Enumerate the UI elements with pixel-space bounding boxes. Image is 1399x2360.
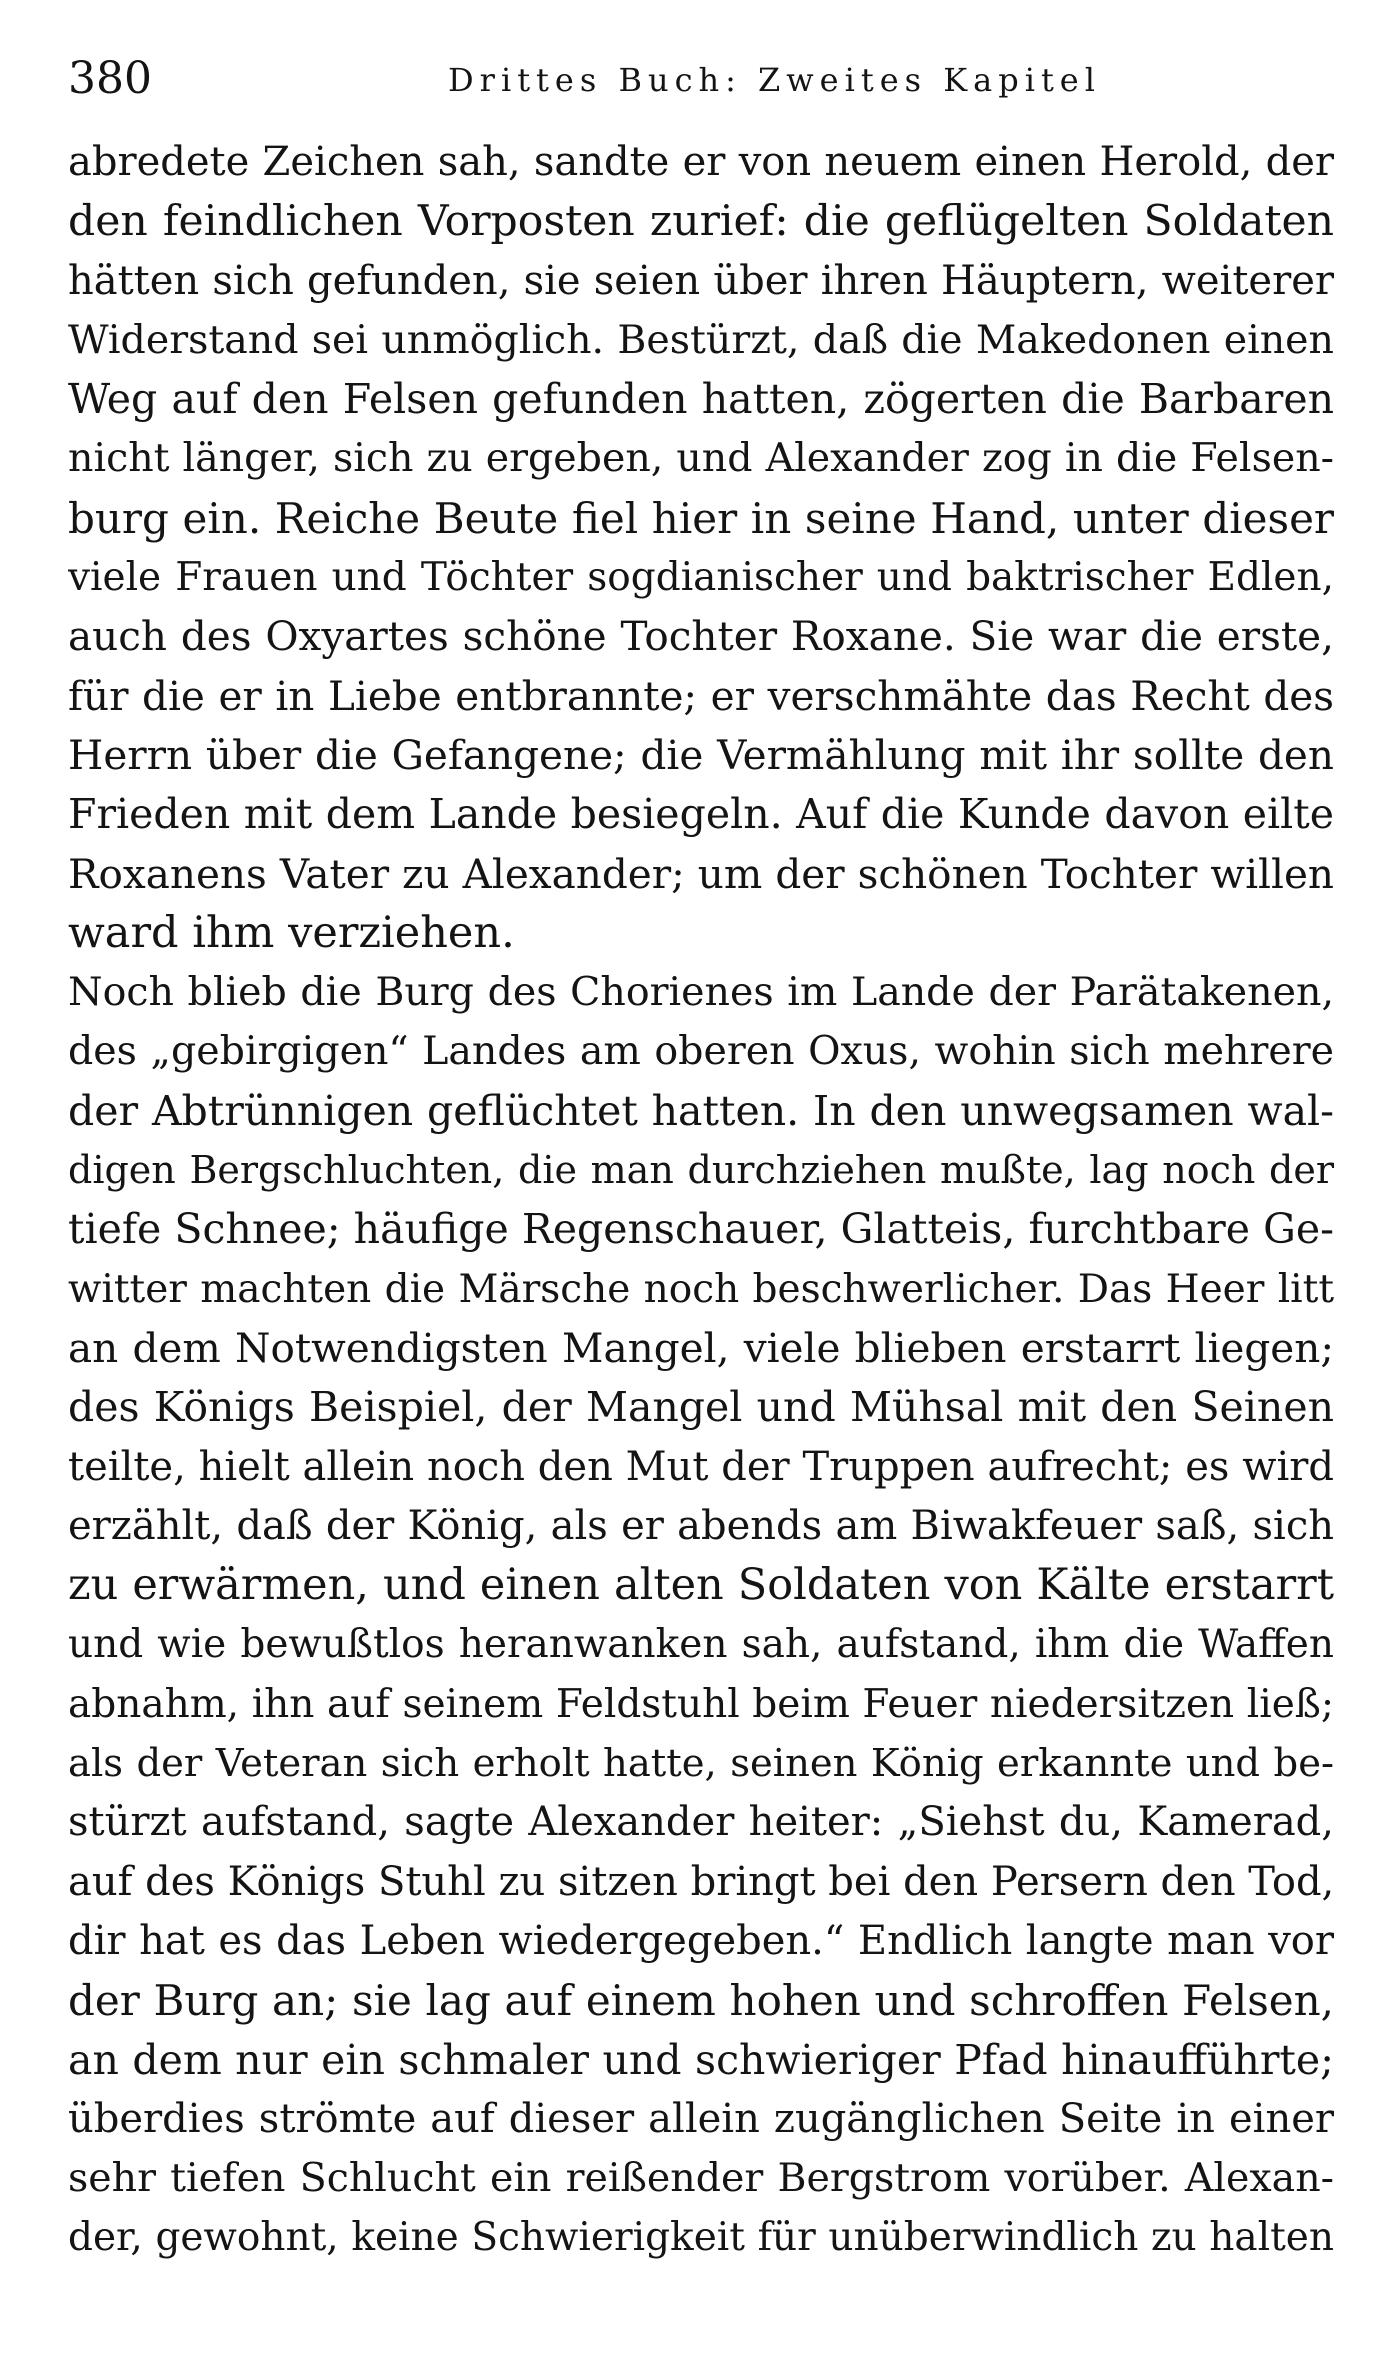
text-line: stürzt aufstand, sagte Alexander heiter: „Siehst du, Kamerad, [68,1799,1334,1846]
page-header [68,44,1333,114]
text-line: abredete Zeichen sah, sandte er von neuem einen Herold, der [68,139,1334,185]
text-line: viele Frauen und Töchter sogdianischer und baktrischer Edlen, [68,555,1334,601]
text-line: und wie bewußtlos heranwanken sah, aufstand, ihm die Waffen [68,1622,1334,1668]
text-line: erzählt, daß der König, als er abends am Biwakfeuer saß, sich [68,1502,1334,1549]
text-line: Noch blieb die Burg des Chorienes im Lande der Parätakenen, [68,969,1334,1016]
text-line: Weg auf den Felsen gefunden hatten, zögerten die Barbaren [68,375,1334,424]
text-line: digen Bergschluchten, die man durchziehen mußte, lag noch der [68,1148,1334,1193]
running-head: Drittes Buch: Zweites Kapitel [448,61,1101,99]
text-line: zu erwärmen, und einen alten Soldaten von Kälte erstarrt [68,1560,1334,1611]
text-line: an dem Notwendigsten Mangel, viele blieben erstarrt liegen; [68,1323,1334,1372]
text-line: Roxanens Vater zu Alexander; um der schönen Tochter willen [68,849,1334,898]
text-line: überdies strömte auf dieser allein zugänglichen Seite in einer [68,2095,1334,2142]
text-line: abnahm, ihn auf seinem Feldstuhl beim Feuer niedersitzen ließ; [68,1681,1334,1727]
text-line: dir hat es das Leben wiedergegeben.“ Endlich langte man vor [68,1917,1334,1964]
text-line: teilte, hielt allein noch den Mut der Truppen aufrecht; es wird [68,1443,1334,1490]
body-text [68,133,1334,2268]
text-line: auch des Oxyartes schöne Tochter Roxane. Sie war die erste, [68,612,1334,661]
text-line: Frieden mit dem Lande besiegeln. Auf die Kunde davon eilte [68,790,1334,839]
text-line: der Burg an; sie lag auf einem hohen und schroffen Felsen, [68,1976,1334,2026]
text-line: ward ihm verziehen. [68,907,515,958]
text-line: des Königs Beispiel, der Mangel und Mühsal mit den Seinen [68,1383,1334,1432]
text-line: hätten sich gefunden, sie seien über ihren Häuptern, weiterer [68,257,1334,304]
text-line: für die er in Liebe entbrannte; er verschmähte das Recht des [68,671,1334,720]
text-line: Widerstand sei unmöglich. Bestürzt, daß die Makedonen einen [68,316,1334,363]
text-line: den feindlichen Vorposten zurief: die geflügelten Soldaten [68,197,1334,247]
text-line: witter machten die Märsche noch beschwerlicher. Das Heer litt [68,1266,1334,1312]
text-line: sehr tiefen Schlucht ein reißender Bergstrom vorüber. Alexan- [68,2155,1334,2202]
page-number: 380 [68,53,152,104]
text-line: Herrn über die Gefangene; die Vermählung mit ihr sollte den [68,730,1334,779]
text-line: der, gewohnt, keine Schwierigkeit für unüberwindlich zu halten [68,2215,1334,2261]
text-line: tiefe Schnee; häufige Regenschauer, Glatteis, furchtbare Ge- [68,1205,1334,1254]
text-line: des „gebirgigen“ Landes am oberen Oxus, wohin sich mehrere [68,1028,1334,1075]
text-line: burg ein. Reiche Beute fiel hier in seine Hand, unter dieser [68,493,1334,543]
text-line: auf des Königs Stuhl zu sitzen bringt bei den Persern den Tod, [68,1858,1334,1905]
text-line: nicht länger, sich zu ergeben, und Alexander zog in die Felsen- [68,435,1334,482]
text-line: an dem nur ein schmaler und schwieriger Pfad hinaufführte; [68,2035,1334,2084]
text-line: als der Veteran sich erholt hatte, seinen König erkannte und be- [68,1741,1334,1787]
text-line: der Abtrünnigen geflüchtet hatten. In den unwegsamen wal- [68,1086,1334,1135]
